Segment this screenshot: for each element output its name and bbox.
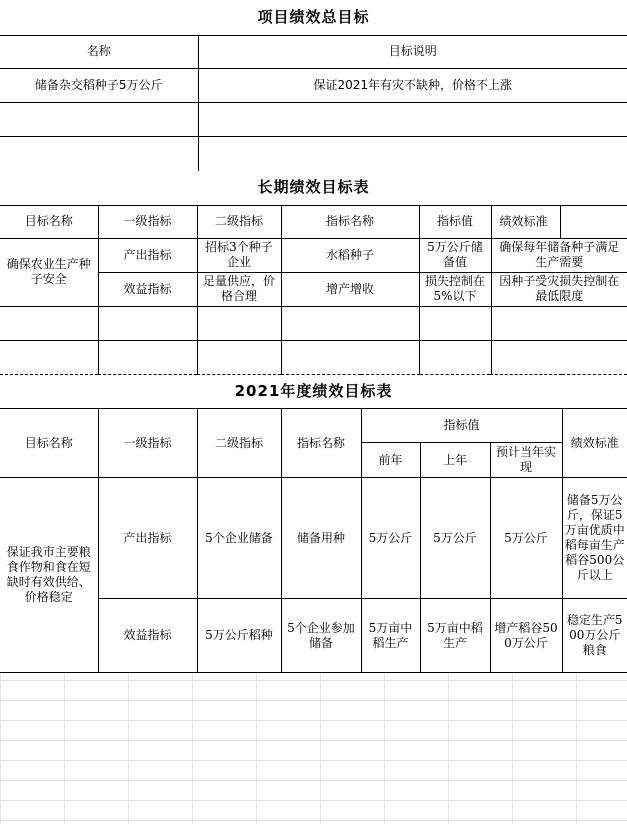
longterm-empty-cell[interactable] xyxy=(419,306,491,340)
longterm-empty-cell[interactable] xyxy=(98,306,197,340)
overall-empty-cell[interactable] xyxy=(0,102,198,136)
annual-row2-level1[interactable]: 效益指标 xyxy=(98,599,197,673)
annual-header-level2[interactable]: 二级指标 xyxy=(197,409,281,478)
longterm-empty-cell[interactable] xyxy=(197,306,281,340)
longterm-header-goal[interactable]: 目标名称 xyxy=(0,205,98,238)
overall-empty-cell[interactable] xyxy=(198,136,627,171)
longterm-empty-cell[interactable] xyxy=(0,340,98,375)
overall-empty-cell[interactable] xyxy=(198,102,627,136)
longterm-goal-cell[interactable]: 确保农业生产种子安全 xyxy=(0,238,98,306)
annual-header-level1[interactable]: 一级指标 xyxy=(98,409,197,478)
annual-header-last[interactable]: 上年 xyxy=(420,443,490,478)
annual-header-name[interactable]: 指标名称 xyxy=(281,409,361,478)
longterm-header-name[interactable]: 指标名称 xyxy=(281,205,419,238)
annual-row1-prev[interactable]: 5万公斤 xyxy=(361,478,420,599)
annual-header-expected[interactable]: 预计当年实现 xyxy=(490,443,562,478)
longterm-empty-cell[interactable] xyxy=(419,340,491,375)
longterm-empty-cell[interactable] xyxy=(98,340,197,375)
longterm-header-standard[interactable] xyxy=(491,205,627,238)
annual-row1-expected[interactable]: 5万公斤 xyxy=(490,478,562,599)
longterm-empty-cell[interactable] xyxy=(0,306,98,340)
annual-header-value-group[interactable]: 指标值 xyxy=(361,409,562,443)
annual-row1-level1[interactable]: 产出指标 xyxy=(98,478,197,599)
longterm-title: 长期绩效目标表 xyxy=(0,171,627,205)
annual-row1-name[interactable]: 储备用种 xyxy=(281,478,361,599)
annual-header-standard[interactable]: 绩效标准 xyxy=(562,409,627,478)
longterm-row2-level2[interactable]: 足量供应，价格合理 xyxy=(197,272,281,306)
annual-goal-cell[interactable]: 保证我市主要粮食作物和食在短缺时有效供给、价格稳定 xyxy=(0,478,98,673)
longterm-row1-value[interactable]: 5万公斤储备值 xyxy=(419,238,491,272)
longterm-header-level2[interactable]: 二级指标 xyxy=(197,205,281,238)
longterm-goal-table xyxy=(0,171,627,376)
longterm-row2-name[interactable]: 增产增收 xyxy=(281,272,419,306)
longterm-header-standard-text: 绩效标准 xyxy=(499,214,548,228)
annual-row2-level2[interactable]: 5万公斤稻种 xyxy=(197,599,281,673)
longterm-empty-cell[interactable] xyxy=(491,306,627,340)
overall-cell-name[interactable]: 储备杂交稻种子5万公斤 xyxy=(0,68,198,102)
overall-cell-desc[interactable]: 保证2021年有灾不缺种，价格不上涨 xyxy=(198,68,627,102)
longterm-empty-cell[interactable] xyxy=(281,306,419,340)
overall-empty-cell[interactable] xyxy=(0,136,198,171)
longterm-empty-cell[interactable] xyxy=(197,340,281,375)
longterm-row1-name[interactable]: 水稻种子 xyxy=(281,238,419,272)
annual-row1-last[interactable]: 5万公斤 xyxy=(420,478,490,599)
annual-title: 2021年度绩效目标表 xyxy=(0,375,627,409)
longterm-row1-level2[interactable]: 招标3个种子企业 xyxy=(197,238,281,272)
annual-row1-level2[interactable]: 5个企业储备 xyxy=(197,478,281,599)
overall-goal-table xyxy=(0,0,627,172)
overall-header-name[interactable]: 名称 xyxy=(0,35,198,68)
annual-row1-standard[interactable]: 储备5万公斤，保证5万亩优质中稻每亩生产稻谷500公斤以上 xyxy=(562,478,627,599)
annual-header-prev[interactable]: 前年 xyxy=(361,443,420,478)
longterm-row2-value[interactable]: 损失控制在5%以下 xyxy=(419,272,491,306)
annual-goal-table xyxy=(0,374,627,673)
longterm-empty-cell[interactable] xyxy=(281,340,419,375)
overall-title: 项目绩效总目标 xyxy=(0,0,627,35)
longterm-header-level1[interactable]: 一级指标 xyxy=(98,205,197,238)
overall-header-desc[interactable]: 目标说明 xyxy=(198,35,627,68)
longterm-header-value[interactable]: 指标值 xyxy=(419,205,491,238)
longterm-row2-level1[interactable]: 效益指标 xyxy=(98,272,197,306)
annual-row2-last[interactable]: 5万亩中稻生产 xyxy=(420,599,490,673)
annual-row2-expected[interactable]: 增产稻谷500万公斤 xyxy=(490,599,562,673)
longterm-empty-cell[interactable] xyxy=(491,340,627,375)
longterm-row1-standard[interactable]: 确保每年储备种子满足生产需要 xyxy=(491,238,627,272)
annual-row2-prev[interactable]: 5万亩中稻生产 xyxy=(361,599,420,673)
annual-row2-standard[interactable]: 稳定生产500万公斤粮食 xyxy=(562,599,627,673)
cell-divider xyxy=(560,206,561,238)
longterm-row2-standard[interactable]: 因种子受灾损失控制在最低限度 xyxy=(491,272,627,306)
longterm-row1-level1[interactable]: 产出指标 xyxy=(98,238,197,272)
annual-header-goal[interactable]: 目标名称 xyxy=(0,409,98,478)
annual-row2-name[interactable]: 5个企业参加储备 xyxy=(281,599,361,673)
